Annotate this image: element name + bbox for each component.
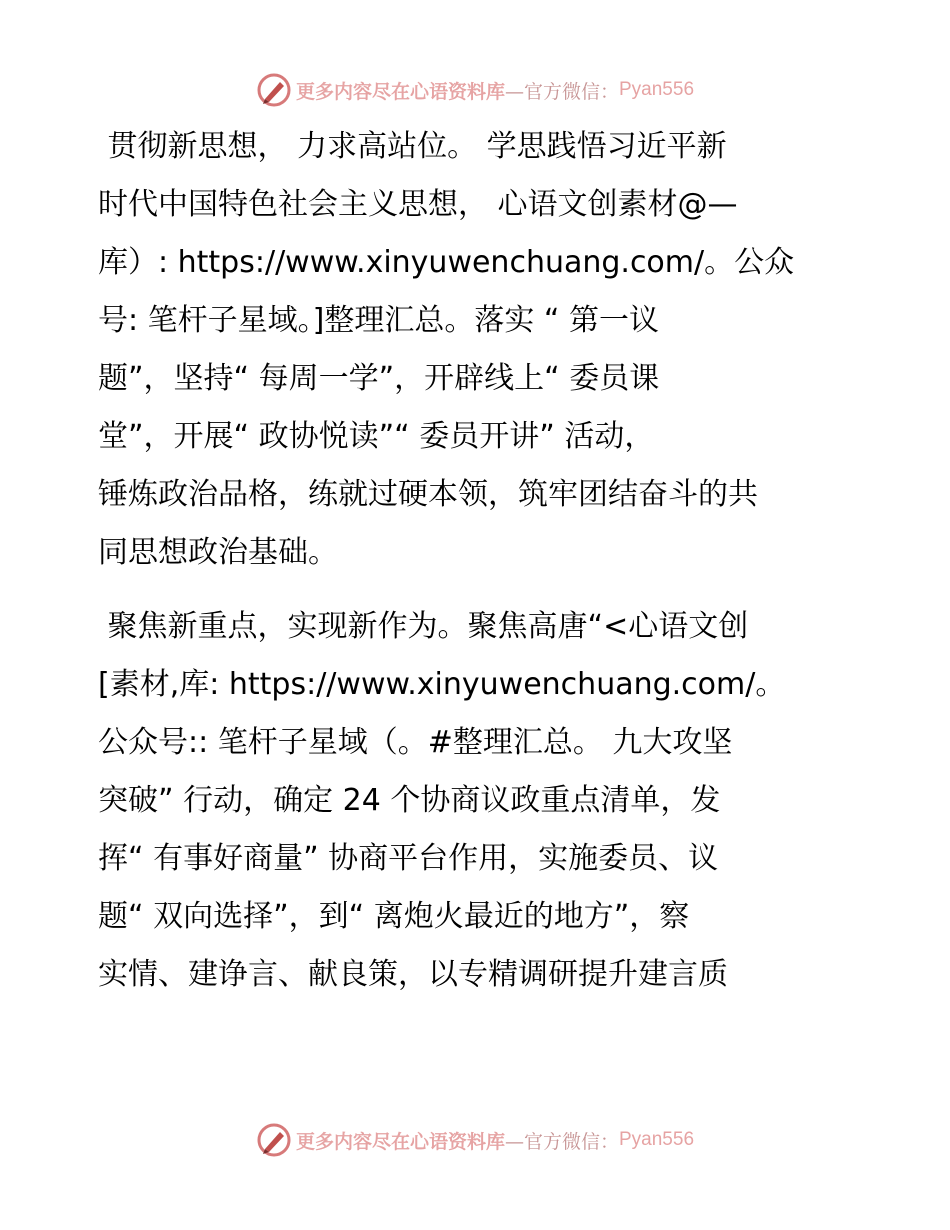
paragraph bbox=[98, 118, 858, 582]
text-line: 时代中国特色社会主义思想， 心语文创素材@— bbox=[98, 187, 738, 222]
footer-banner bbox=[0, 1120, 950, 1160]
header-brand-text: 更多内容尽在心语资料库 bbox=[295, 80, 505, 103]
text-line: 同思想政治基础。 bbox=[98, 535, 338, 570]
footer-wechat-id: Pyan556 bbox=[619, 1129, 695, 1150]
header-contact-text: —官方微信： bbox=[504, 80, 619, 103]
pen-logo-icon bbox=[256, 1122, 292, 1158]
text-line: 实情、建诤言、献良策，以专精调研提升建言质 bbox=[98, 957, 728, 992]
text-line: 公众号:: 笔杆子星域（。#整理汇总。 九大攻坚 bbox=[98, 725, 733, 760]
footer-brand-text: 更多内容尽在心语资料库 bbox=[295, 1130, 505, 1153]
paragraph-spacer bbox=[98, 582, 858, 598]
paragraph bbox=[98, 598, 858, 1004]
text-line: 题”，坚持“ 每周一学”，开辟线上“ 委员课 bbox=[98, 361, 660, 396]
pen-logo-icon bbox=[256, 72, 292, 108]
header-wechat-id: Pyan556 bbox=[619, 79, 695, 100]
footer-contact-text: —官方微信： bbox=[504, 1130, 619, 1153]
text-line: [素材,库: https://www.xinyuwenchuang.com/。 bbox=[98, 667, 786, 702]
text-line: 锤炼政治品格，练就过硬本领，筑牢团结奋斗的共 bbox=[98, 477, 758, 512]
text-line: 号: 笔杆子星域。]整理汇总。落实 “ 第一议 bbox=[98, 303, 659, 338]
text-line: 堂”，开展“ 政协悦读”“ 委员开讲” 活动， bbox=[98, 419, 655, 454]
text-line: 题“ 双向选择”，到“ 离炮火最近的地方”，察 bbox=[98, 899, 690, 934]
header-banner bbox=[0, 70, 950, 110]
document-body bbox=[98, 118, 858, 1004]
text-line: 聚焦新重点，实现新作为。聚焦高唐“<心语文创 bbox=[98, 609, 749, 644]
text-line: 库）: https://www.xinyuwenchuang.com/。公众 bbox=[98, 245, 795, 280]
text-line: 贯彻新思想， 力求高站位。 学思践悟习近平新 bbox=[98, 129, 727, 164]
text-line: 突破” 行动，确定 24 个协商议政重点清单，发 bbox=[98, 783, 721, 818]
text-line: 挥“ 有事好商量” 协商平台作用，实施委员、议 bbox=[98, 841, 719, 876]
